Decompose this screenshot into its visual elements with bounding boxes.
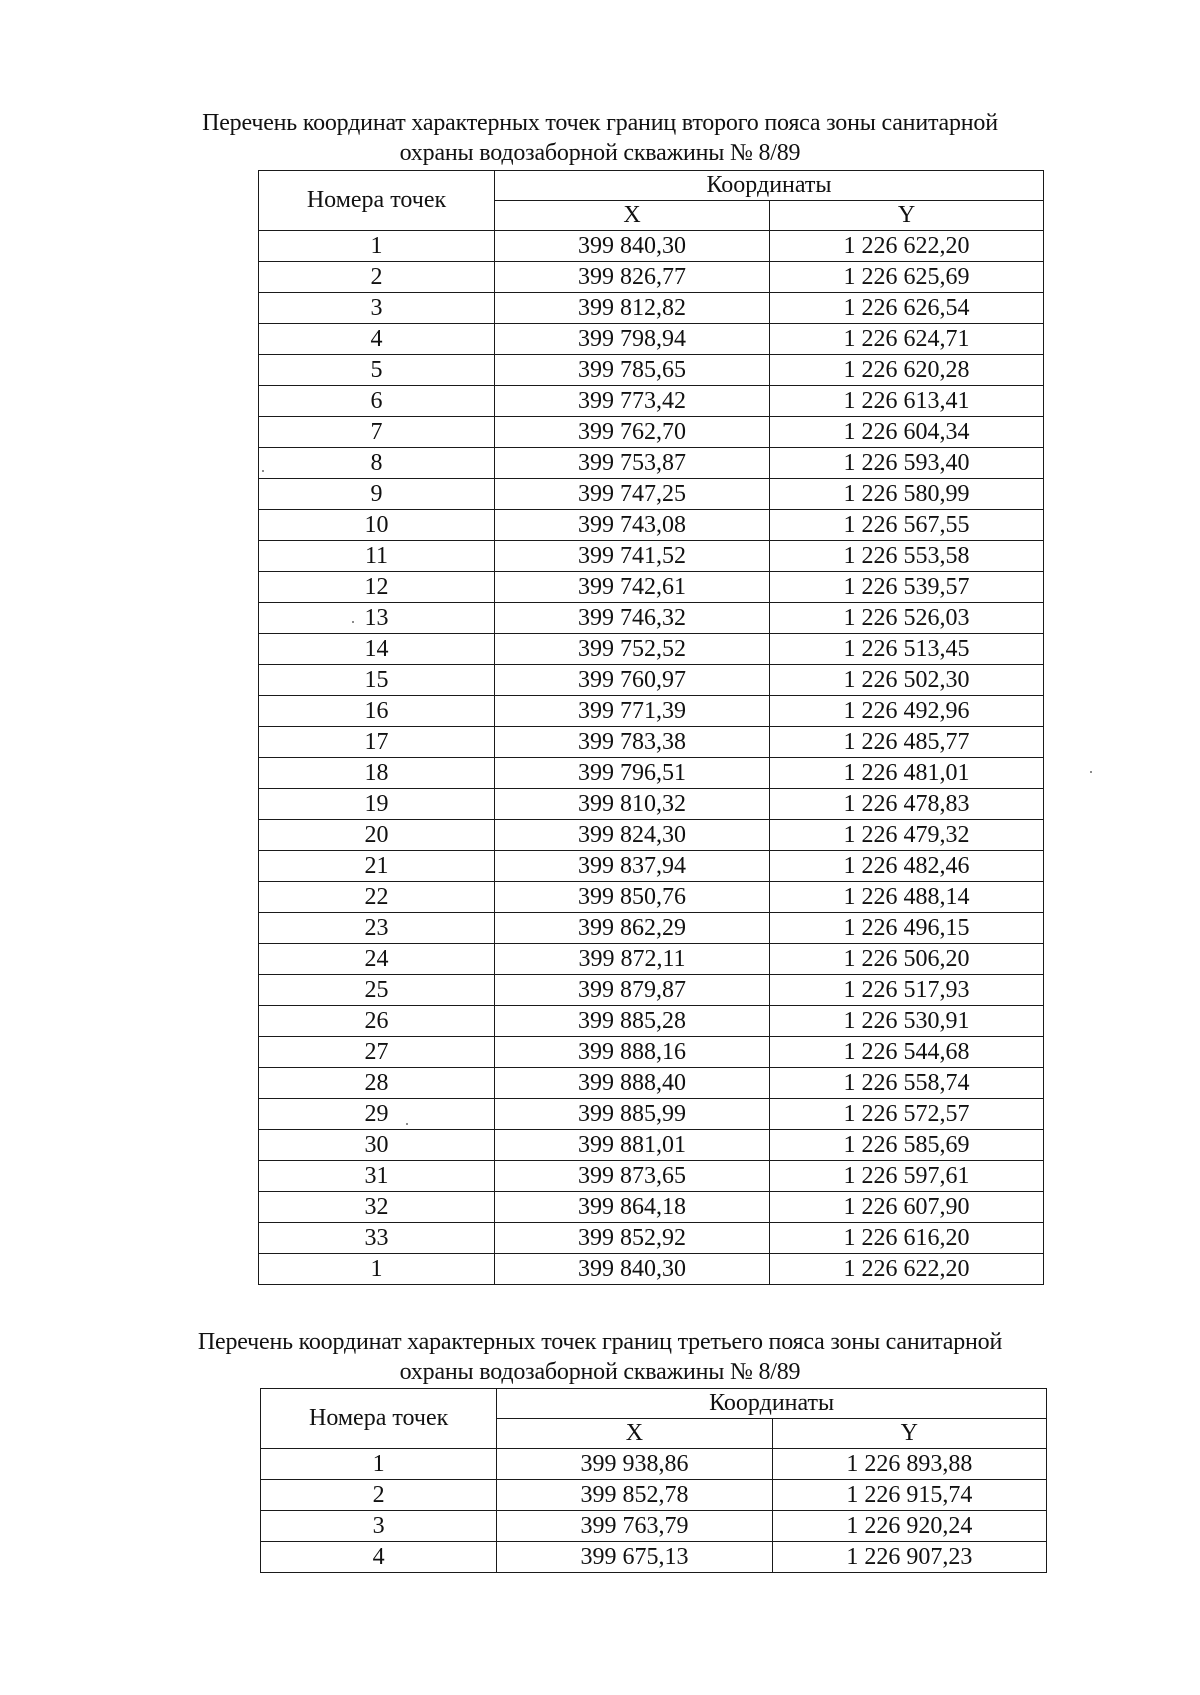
coord-y-cell: 1 226 558,74 bbox=[770, 1068, 1044, 1099]
point-number-cell: 27 bbox=[259, 1037, 495, 1068]
table-row bbox=[259, 851, 1044, 882]
point-number-cell: 29 bbox=[259, 1099, 495, 1130]
header-points: Номера точек bbox=[259, 171, 495, 231]
table-row bbox=[259, 355, 1044, 386]
table-row bbox=[259, 1130, 1044, 1161]
point-number-cell: 8 bbox=[259, 448, 495, 479]
table-row bbox=[259, 324, 1044, 355]
point-number-cell: 14 bbox=[259, 634, 495, 665]
coord-x-cell: 399 785,65 bbox=[495, 355, 770, 386]
table-row bbox=[259, 789, 1044, 820]
point-number-cell: 11 bbox=[259, 541, 495, 572]
table-row bbox=[259, 665, 1044, 696]
table-row bbox=[259, 231, 1044, 262]
header-coordinates: Координаты bbox=[495, 171, 1044, 201]
coord-x-cell: 399 879,87 bbox=[495, 975, 770, 1006]
coord-y-cell: 1 226 492,96 bbox=[770, 696, 1044, 727]
coord-x-cell: 399 862,29 bbox=[495, 913, 770, 944]
coord-x-cell: 399 850,76 bbox=[495, 882, 770, 913]
coord-y-cell: 1 226 530,91 bbox=[770, 1006, 1044, 1037]
table-row bbox=[259, 913, 1044, 944]
coord-y-cell: 1 226 624,71 bbox=[770, 324, 1044, 355]
coord-x-cell: 399 840,30 bbox=[495, 1254, 770, 1285]
point-number-cell: 26 bbox=[259, 1006, 495, 1037]
point-number-cell: 4 bbox=[261, 1542, 497, 1573]
coord-x-cell: 399 747,25 bbox=[495, 479, 770, 510]
header-coordinates: Координаты bbox=[497, 1389, 1047, 1419]
coord-x-cell: 399 810,32 bbox=[495, 789, 770, 820]
point-number-cell: 10 bbox=[259, 510, 495, 541]
point-number-cell: 17 bbox=[259, 727, 495, 758]
point-number-cell: 13 bbox=[259, 603, 495, 634]
coord-y-cell: 1 226 502,30 bbox=[770, 665, 1044, 696]
coord-x-cell: 399 852,78 bbox=[497, 1480, 772, 1511]
table-row bbox=[259, 603, 1044, 634]
coord-y-cell: 1 226 478,83 bbox=[770, 789, 1044, 820]
coord-y-cell: 1 226 485,77 bbox=[770, 727, 1044, 758]
caption-line: Перечень координат характерных точек границ третьего пояса зоны санитарной bbox=[197, 1329, 1003, 1355]
coord-y-cell: 1 226 593,40 bbox=[770, 448, 1044, 479]
coord-y-cell: 1 226 597,61 bbox=[770, 1161, 1044, 1192]
point-number-cell: 22 bbox=[259, 882, 495, 913]
table-row bbox=[259, 479, 1044, 510]
scan-speck bbox=[1090, 771, 1092, 773]
coord-y-cell: 1 226 616,20 bbox=[770, 1223, 1044, 1254]
point-number-cell: 33 bbox=[259, 1223, 495, 1254]
coord-x-cell: 399 840,30 bbox=[495, 231, 770, 262]
point-number-cell: 30 bbox=[259, 1130, 495, 1161]
coord-x-cell: 399 826,77 bbox=[495, 262, 770, 293]
coord-x-cell: 399 783,38 bbox=[495, 727, 770, 758]
point-number-cell: 1 bbox=[259, 231, 495, 262]
point-number-cell: 3 bbox=[259, 293, 495, 324]
caption-line: охраны водозаборной скважины № 8/89 bbox=[399, 1359, 801, 1385]
coord-y-cell: 1 226 622,20 bbox=[770, 1254, 1044, 1285]
coord-y-cell: 1 226 622,20 bbox=[770, 231, 1044, 262]
header-y: Y bbox=[772, 1419, 1046, 1449]
table-row bbox=[259, 293, 1044, 324]
coord-y-cell: 1 226 920,24 bbox=[772, 1511, 1046, 1542]
coord-y-cell: 1 226 572,57 bbox=[770, 1099, 1044, 1130]
coord-y-cell: 1 226 607,90 bbox=[770, 1192, 1044, 1223]
section-3-caption bbox=[0, 1327, 1200, 1387]
point-number-cell: 4 bbox=[259, 324, 495, 355]
table-row bbox=[259, 634, 1044, 665]
point-number-cell: 5 bbox=[259, 355, 495, 386]
coord-x-cell: 399 852,92 bbox=[495, 1223, 770, 1254]
table-row bbox=[259, 696, 1044, 727]
caption-line: охраны водозаборной скважины № 8/89 bbox=[399, 140, 801, 166]
header-y: Y bbox=[770, 201, 1044, 231]
table-row bbox=[259, 1068, 1044, 1099]
coord-y-cell: 1 226 625,69 bbox=[770, 262, 1044, 293]
coord-x-cell: 399 746,32 bbox=[495, 603, 770, 634]
table-row bbox=[259, 1192, 1044, 1223]
coord-x-cell: 399 742,61 bbox=[495, 572, 770, 603]
coord-x-cell: 399 743,08 bbox=[495, 510, 770, 541]
header-points: Номера точек bbox=[261, 1389, 497, 1449]
point-number-cell: 23 bbox=[259, 913, 495, 944]
coord-x-cell: 399 824,30 bbox=[495, 820, 770, 851]
coord-x-cell: 399 864,18 bbox=[495, 1192, 770, 1223]
point-number-cell: 28 bbox=[259, 1068, 495, 1099]
coord-x-cell: 399 752,52 bbox=[495, 634, 770, 665]
point-number-cell: 6 bbox=[259, 386, 495, 417]
coordinates-table-zone-2 bbox=[258, 170, 1044, 1285]
coord-x-cell: 399 812,82 bbox=[495, 293, 770, 324]
coord-y-cell: 1 226 620,28 bbox=[770, 355, 1044, 386]
coord-y-cell: 1 226 567,55 bbox=[770, 510, 1044, 541]
coord-y-cell: 1 226 488,14 bbox=[770, 882, 1044, 913]
table-row bbox=[261, 1542, 1047, 1573]
coord-y-cell: 1 226 907,23 bbox=[772, 1542, 1046, 1573]
coord-x-cell: 399 763,79 bbox=[497, 1511, 772, 1542]
table-row bbox=[259, 417, 1044, 448]
coord-y-cell: 1 226 626,54 bbox=[770, 293, 1044, 324]
point-number-cell: 16 bbox=[259, 696, 495, 727]
table-row bbox=[261, 1511, 1047, 1542]
coord-x-cell: 399 753,87 bbox=[495, 448, 770, 479]
table-row bbox=[259, 510, 1044, 541]
point-number-cell: 1 bbox=[259, 1254, 495, 1285]
table-row bbox=[259, 975, 1044, 1006]
table-row bbox=[259, 1223, 1044, 1254]
coord-y-cell: 1 226 479,32 bbox=[770, 820, 1044, 851]
coord-x-cell: 399 762,70 bbox=[495, 417, 770, 448]
coord-x-cell: 399 872,11 bbox=[495, 944, 770, 975]
coord-x-cell: 399 888,40 bbox=[495, 1068, 770, 1099]
point-number-cell: 20 bbox=[259, 820, 495, 851]
table-row bbox=[259, 1161, 1044, 1192]
table-row bbox=[261, 1480, 1047, 1511]
table-row bbox=[261, 1449, 1047, 1480]
coord-x-cell: 399 798,94 bbox=[495, 324, 770, 355]
point-number-cell: 2 bbox=[261, 1480, 497, 1511]
scan-speck bbox=[406, 1123, 408, 1125]
table-row bbox=[259, 541, 1044, 572]
table-row bbox=[259, 820, 1044, 851]
coord-x-cell: 399 881,01 bbox=[495, 1130, 770, 1161]
coord-y-cell: 1 226 544,68 bbox=[770, 1037, 1044, 1068]
coord-y-cell: 1 226 915,74 bbox=[772, 1480, 1046, 1511]
point-number-cell: 7 bbox=[259, 417, 495, 448]
coord-y-cell: 1 226 506,20 bbox=[770, 944, 1044, 975]
point-number-cell: 9 bbox=[259, 479, 495, 510]
point-number-cell: 32 bbox=[259, 1192, 495, 1223]
coord-x-cell: 399 837,94 bbox=[495, 851, 770, 882]
point-number-cell: 19 bbox=[259, 789, 495, 820]
header-x: X bbox=[497, 1419, 772, 1449]
coord-x-cell: 399 873,65 bbox=[495, 1161, 770, 1192]
coord-y-cell: 1 226 481,01 bbox=[770, 758, 1044, 789]
point-number-cell: 21 bbox=[259, 851, 495, 882]
coord-y-cell: 1 226 517,93 bbox=[770, 975, 1044, 1006]
coord-y-cell: 1 226 585,69 bbox=[770, 1130, 1044, 1161]
coord-y-cell: 1 226 613,41 bbox=[770, 386, 1044, 417]
point-number-cell: 24 bbox=[259, 944, 495, 975]
point-number-cell: 1 bbox=[261, 1449, 497, 1480]
point-number-cell: 12 bbox=[259, 572, 495, 603]
coord-x-cell: 399 885,28 bbox=[495, 1006, 770, 1037]
coord-y-cell: 1 226 553,58 bbox=[770, 541, 1044, 572]
table-row bbox=[259, 727, 1044, 758]
coord-y-cell: 1 226 539,57 bbox=[770, 572, 1044, 603]
coord-y-cell: 1 226 496,15 bbox=[770, 913, 1044, 944]
point-number-cell: 2 bbox=[259, 262, 495, 293]
point-number-cell: 18 bbox=[259, 758, 495, 789]
table-row bbox=[259, 1099, 1044, 1130]
table-row bbox=[259, 944, 1044, 975]
point-number-cell: 25 bbox=[259, 975, 495, 1006]
point-number-cell: 31 bbox=[259, 1161, 495, 1192]
coord-x-cell: 399 675,13 bbox=[497, 1542, 772, 1573]
table-row bbox=[259, 572, 1044, 603]
table-row bbox=[259, 262, 1044, 293]
coord-x-cell: 399 885,99 bbox=[495, 1099, 770, 1130]
coord-y-cell: 1 226 604,34 bbox=[770, 417, 1044, 448]
coord-x-cell: 399 771,39 bbox=[495, 696, 770, 727]
coord-y-cell: 1 226 482,46 bbox=[770, 851, 1044, 882]
header-x: X bbox=[495, 201, 770, 231]
coord-y-cell: 1 226 513,45 bbox=[770, 634, 1044, 665]
caption-line: Перечень координат характерных точек границ второго пояса зоны санитарной bbox=[202, 110, 998, 136]
table-row bbox=[259, 1037, 1044, 1068]
coord-x-cell: 399 888,16 bbox=[495, 1037, 770, 1068]
coord-y-cell: 1 226 580,99 bbox=[770, 479, 1044, 510]
coord-x-cell: 399 760,97 bbox=[495, 665, 770, 696]
coord-x-cell: 399 773,42 bbox=[495, 386, 770, 417]
table-row bbox=[259, 448, 1044, 479]
coord-y-cell: 1 226 526,03 bbox=[770, 603, 1044, 634]
coord-x-cell: 399 741,52 bbox=[495, 541, 770, 572]
table-row bbox=[259, 758, 1044, 789]
table-row bbox=[259, 882, 1044, 913]
coord-x-cell: 399 796,51 bbox=[495, 758, 770, 789]
coord-x-cell: 399 938,86 bbox=[497, 1449, 772, 1480]
point-number-cell: 3 bbox=[261, 1511, 497, 1542]
scan-speck bbox=[262, 470, 264, 472]
table-row bbox=[259, 1254, 1044, 1285]
coordinates-table-zone-3 bbox=[260, 1388, 1047, 1573]
coord-y-cell: 1 226 893,88 bbox=[772, 1449, 1046, 1480]
section-2-caption bbox=[0, 108, 1200, 168]
table-row bbox=[259, 386, 1044, 417]
table-row bbox=[259, 1006, 1044, 1037]
scan-speck bbox=[352, 621, 354, 623]
point-number-cell: 15 bbox=[259, 665, 495, 696]
